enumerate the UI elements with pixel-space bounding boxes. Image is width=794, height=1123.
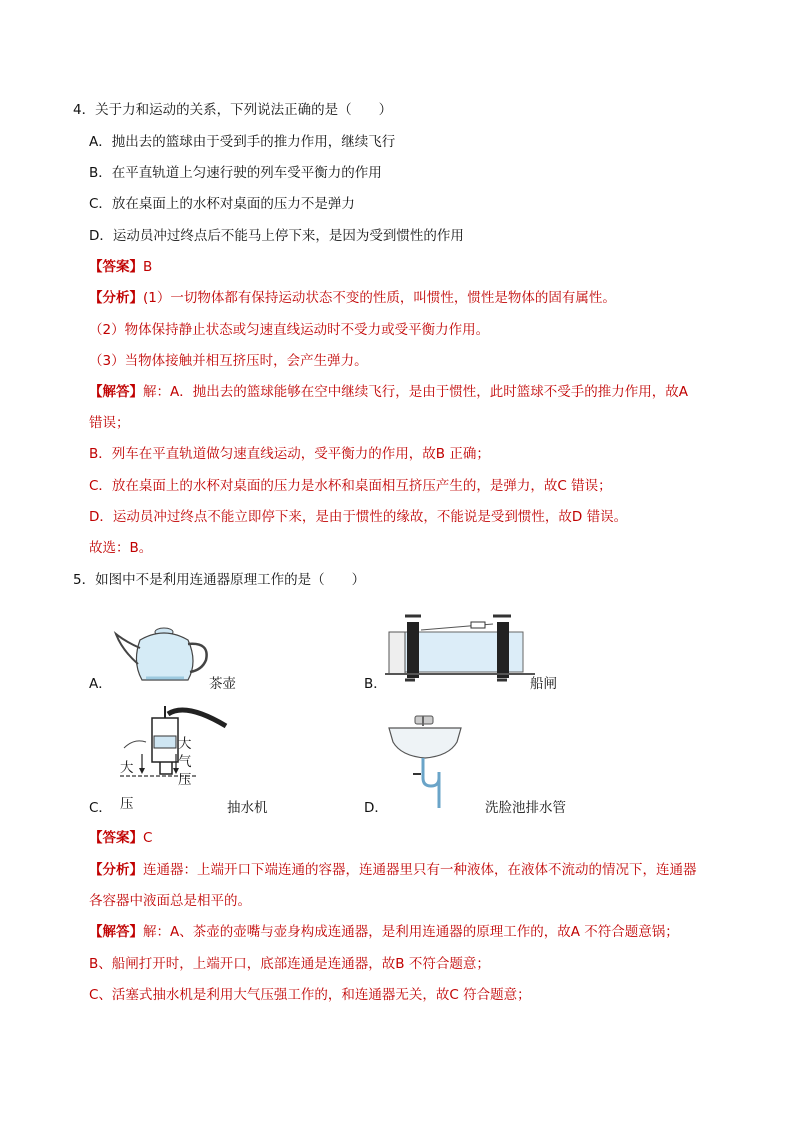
fig-c-label-1: 大 <box>178 736 192 752</box>
solution-tag: 【解答】 <box>89 924 143 940</box>
q4-solution-4: C．放在桌面上的水杯对桌面的压力是水杯和桌面相互挤压产生的，是弹力，故C 错误； <box>89 478 612 494</box>
fig-c-label-3: 压 <box>178 772 192 788</box>
q4-option-b: B．在平直轨道上匀速行驶的列车受平衡力的作用 <box>89 165 382 181</box>
fig-d-letter: D． <box>364 800 388 816</box>
fig-c-label-2: 气 <box>178 754 192 770</box>
analysis-tag: 【分析】 <box>89 290 143 306</box>
fig-a-letter: A． <box>89 676 112 692</box>
q5-solution-1 <box>89 922 679 942</box>
q4-solution-3: B．列车在平直轨道做匀速直线运动，受平衡力的作用，故B 正确； <box>89 446 490 462</box>
q4-analysis-2: （2）物体保持静止状态或匀速直线运动时不受力或受平衡力作用。 <box>89 322 490 338</box>
fig-c-label-4: 大 <box>120 760 134 776</box>
fig-c-letter: C． <box>89 800 112 816</box>
ship-lock-image <box>385 610 535 690</box>
answer-tag: 【答案】 <box>89 259 143 275</box>
q4-stem: 4．关于力和运动的关系，下列说法正确的是（ ） <box>73 102 393 118</box>
fig-b-caption: 船闸 <box>530 676 557 692</box>
q4-answer <box>89 257 152 277</box>
q4-solution-6: 故选：B。 <box>89 540 153 556</box>
fig-c-label-5: 压 <box>120 796 134 812</box>
analysis-tag: 【分析】 <box>89 862 143 878</box>
q5-solution-3: C、活塞式抽水机是利用大气压强工作的，和连通器无关，故C 符合题意； <box>89 987 531 1003</box>
q5-stem: 5．如图中不是利用连通器原理工作的是（ ） <box>73 572 366 588</box>
fig-c-caption: 抽水机 <box>227 800 268 816</box>
q4-option-d: D．运动员冲过终点后不能马上停下来，是因为受到惯性的作用 <box>89 228 464 244</box>
solution-text: 解：A．抛出去的篮球能够在空中继续飞行，是由于惯性，此时篮球不受手的推力作用，故A <box>143 384 688 400</box>
analysis-text: 连通器：上端开口下端连通的容器，连通器里只有一种液体，在液体不流动的情况下，连通器 <box>143 862 697 878</box>
q4-option-c: C．放在桌面上的水杯对桌面的压力不是弹力 <box>89 196 355 212</box>
answer-value: B <box>143 259 153 275</box>
q4-analysis-3: （3）当物体接触并相互挤压时，会产生弹力。 <box>89 353 368 369</box>
q5-analysis-1 <box>89 860 697 880</box>
washbasin-image <box>385 712 465 812</box>
fig-b-letter: B． <box>364 676 387 692</box>
teapot-image <box>112 612 212 692</box>
q4-solution-5: D．运动员冲过终点不能立即停下来，是由于惯性的缘故，不能说是受到惯性，故D 错误。 <box>89 509 628 525</box>
q5-solution-2: B、船闸打开时，上端开口，底部连通是连通器，故B 不符合题意； <box>89 956 490 972</box>
q5-answer <box>89 828 152 848</box>
fig-d-caption: 洗脸池排水管 <box>485 800 566 816</box>
fig-a-caption: 茶壶 <box>209 676 236 692</box>
solution-text: 解：A、茶壶的壶嘴与壶身构成连通器，是利用连通器的原理工作的，故A 不符合题意锅； <box>143 924 679 940</box>
q4-solution-2: 错误； <box>89 415 130 431</box>
q4-solution-1 <box>89 382 688 402</box>
q4-analysis-1 <box>89 288 616 308</box>
q5-analysis-2: 各容器中液面总是相平的。 <box>89 893 251 909</box>
answer-value: C <box>143 830 153 846</box>
solution-tag: 【解答】 <box>89 384 143 400</box>
q4-option-a: A．抛出去的篮球由于受到手的推力作用，继续飞行 <box>89 134 396 150</box>
answer-tag: 【答案】 <box>89 830 143 846</box>
analysis-text: (1）一切物体都有保持运动状态不变的性质，叫惯性，惯性是物体的固有属性。 <box>143 290 616 306</box>
